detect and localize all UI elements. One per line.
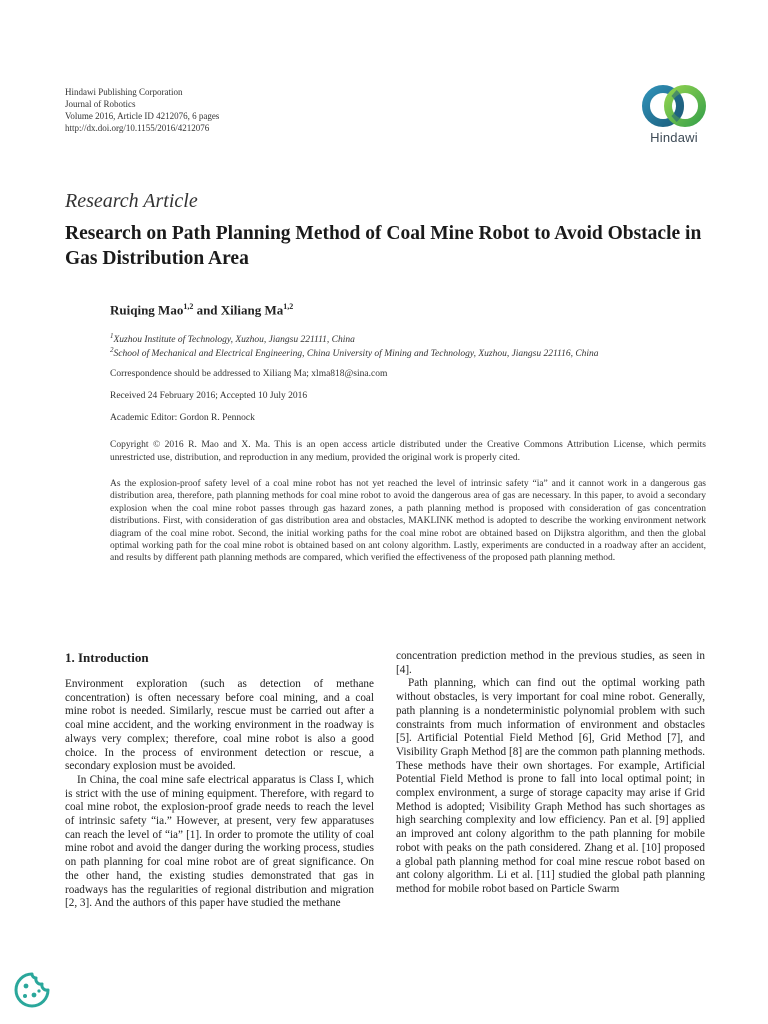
hindawi-logo	[636, 84, 712, 156]
abstract: As the explosion-proof safety level of a coal mine robot has not yet reached the level of intrinsic safety “ia” and it cannot work in a dangerous gas distribution area, therefore, path planning methods for coal mine robot to avoid the dangerous area of gas are necessary. In this paper, to avoid a secondary explosion when the coal mine robot passes through gas hazard zones, a path planning method is proposed with consideration of gas concentration distributions. First, with consideration of gas distribution area and obstacles, MAKLINK method is adopted to describe the working environment network diagram of the coal mine robot. Second, the initial working paths for the coal mine robot are obtained based on Dijkstra algorithm, and then the global optimal working path for the coal mine robot is obtained based on ant colony algorithm. Lastly, experiments are conducted in a roadway after an accident, and results by different path planning methods are compared, which verified the effectiveness of the proposed path planning method.	[110, 479, 706, 564]
article-type: Research Article	[65, 190, 198, 212]
paper-title: Research on Path Planning Method of Coal Mine Robot to Avoid Obstacle in Gas Distribution Area	[65, 223, 702, 269]
journal-metadata	[65, 86, 219, 134]
affiliation	[110, 332, 355, 345]
correspondence: Correspondence should be addressed to Xiliang Ma; xlma818@sina.com	[110, 369, 388, 379]
academic-editor: Academic Editor: Gordon R. Pennock	[110, 413, 255, 423]
cookie-settings-button[interactable]	[12, 970, 52, 1010]
hindawi-logo-icon	[641, 84, 707, 128]
doi-link[interactable]: http://dx.doi.org/10.1155/2016/4212076	[65, 123, 210, 133]
affiliation-marker: 2	[110, 346, 114, 354]
logo-text: Hindawi	[650, 130, 698, 145]
affiliation-text: School of Mechanical and Electrical Engineering, China University of Mining and Technology, Xuzhou, Jiangsu 221116, China	[113, 349, 599, 360]
paragraph: Environment exploration (such as detection of methane concentration) is often necessary before coal mining, and a coal mine robot is needed. Similarly, rescue must be carried out after a coal mine accident, and the working environment in the roadway is always very complex; therefore, coal mine robot is also a good choice. In the process of environment detection or rescue, a secondary explosion must be avoided.	[65, 678, 374, 773]
author-conjunction: and	[193, 302, 221, 318]
author-affiliation-marker: 1,2	[183, 302, 194, 311]
author-name: Ruiqing Mao	[110, 302, 184, 318]
copyright-notice: Copyright © 2016 R. Mao and X. Ma. This is an open access article distributed under the Creative Commons Attribution License, which permits unrestricted use, distribution, and reproduction in any medium, provided the original work is properly cited.	[110, 440, 706, 463]
paragraph: concentration prediction method in the previous studies, as seen in [4].	[396, 650, 705, 676]
author-list	[110, 302, 293, 318]
paragraph: In China, the coal mine safe electrical apparatus is Class I, which is strict with the use of mining equipment. Therefore, with regard to coal mine robot, the explosion-proof grade needs to reach the level of intrinsic safety “ia.” However, at present, very few apparatuses can reach the level of “ia” [1]. In order to promote the utility of coal mine robot and avoid the danger during the working process, studies on path planning for coal mine robot are of great significance. On the other hand, the existing studies demonstrated that gas in roadways has the regularities of regional distribution and migration [2, 3]. And the authors of this paper have studied the methane	[65, 773, 374, 910]
affiliation-text: Xuzhou Institute of Technology, Xuzhou, Jiangsu 221111, China	[113, 335, 355, 346]
affiliation-marker: 1	[110, 332, 114, 340]
body-column-right	[396, 650, 705, 897]
author-name: Xiliang Ma	[220, 302, 284, 318]
author-affiliation-marker: 1,2	[283, 302, 294, 311]
received-dates: Received 24 February 2016; Accepted 10 July 2016	[110, 391, 308, 401]
paragraph: Path planning, which can find out the optimal working path without obstacles, is very important for coal mine robot. Generally, path planning is a nondeterministic polynomial problem with such constraints from much information of environment and obstacles [5]. Artificial Potential Field Method [6], Grid Method [7], and Visibility Graph Method [8] are the common path planning methods. These methods have their own shortages. For example, Artificial Potential Field Method is prone to fall into local optimal point; in complex environment, a surge of storage capacity may arise if Grid Method is adopted; Visibility Graph Method has such shortages as high searching complexity and low efficiency. Pan et al. [9] applied an improved ant colony algorithm to the path planning for mobile robot with peaks on the path considered. Zhang et al. [10] proposed a global path planning method for coal mine rescue robot based on ant colony algorithm. Li et al. [11] studied the global path planning method for mobile robot based on Particle Swarm	[396, 677, 705, 895]
affiliation	[110, 346, 599, 359]
publisher: Hindawi Publishing Corporation	[65, 87, 183, 97]
section-heading: 1. Introduction	[65, 650, 149, 665]
journal-name: Journal of Robotics	[65, 99, 136, 109]
body-column-left	[65, 650, 374, 911]
cookie-icon	[12, 970, 52, 1010]
volume-info: Volume 2016, Article ID 4212076, 6 pages	[65, 111, 220, 121]
